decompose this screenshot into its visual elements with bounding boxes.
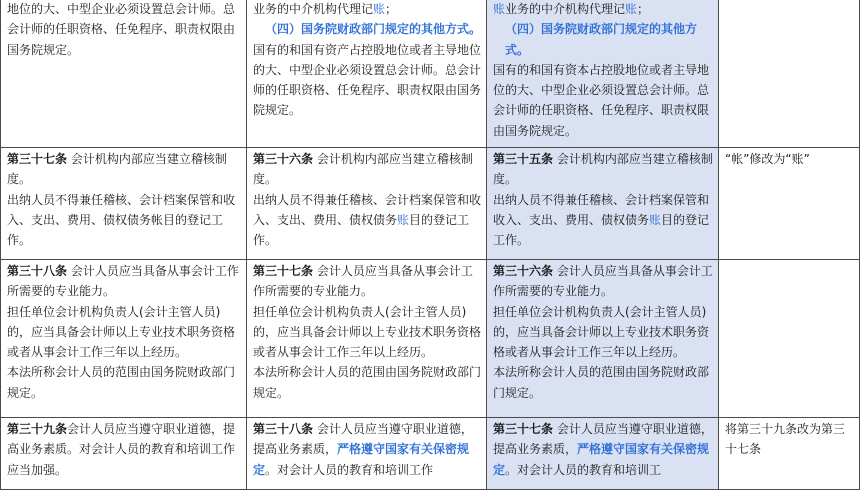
revised-law-cell: [487, 260, 719, 418]
article-number: 第三十六条: [493, 264, 554, 278]
text-run: 将第三十九条改为第三十七条: [725, 422, 846, 457]
text-run: 担任单位会计机构负责人(会计主管人员)的，应当具备会计师以上专业技术职务资格或者从事会计工作三年以上经历。: [493, 304, 710, 360]
cell-paragraph: [7, 419, 242, 480]
cell-paragraph: [725, 419, 855, 460]
highlighted-text: （四）国务院财政部门规定的其他方式。: [505, 22, 698, 57]
highlighted-text: 账: [625, 2, 638, 16]
text-run: 地位的大、中型企业必须设置总会计师。总会计师的任职资格、任免程序、职责权限由国务院规定。: [7, 2, 236, 57]
change-note-cell: [719, 148, 860, 260]
text-run: 本法所称会计人员的范围由国务院财政部门规定。: [7, 365, 236, 400]
text-run: 会计人员应当具备从事会计工作所需要的专业能力。: [493, 264, 713, 299]
article-number: 第三十六条: [253, 152, 314, 166]
cell-paragraph: [7, 362, 242, 403]
cell-paragraph: [7, 190, 242, 251]
cell-paragraph: [7, 261, 242, 302]
text-run: 会计人员应当具备从事会计工作所需要的专业能力。: [253, 264, 473, 299]
table-row: [1, 418, 860, 490]
table-row: [1, 148, 860, 260]
cell-paragraph: [253, 419, 482, 480]
article-number: 第三十五条: [493, 152, 554, 166]
text-run: 会计机构内部应当建立稽核制度。: [493, 152, 713, 187]
text-run: 会计机构内部应当建立稽核制度。: [253, 152, 473, 187]
draft-law-cell: [247, 418, 487, 490]
highlighted-text: 账: [373, 2, 386, 16]
cell-paragraph: [7, 302, 242, 363]
text-run: 业务的中介机构代理记: [505, 2, 626, 16]
cell-paragraph: [253, 19, 482, 39]
text-run: 业务的中介机构代理记: [253, 2, 374, 16]
cell-paragraph: [493, 362, 714, 403]
cell-paragraph: [493, 190, 714, 251]
revised-law-cell: [487, 148, 719, 260]
article-number: 第三十七条: [493, 422, 554, 436]
text-run: 国有的和国有资本占控股地位或者主导地位的大、中型企业必须设置总会计师。总会计师的任职资格、任免程序、职责权限由国务院规定。: [493, 62, 710, 138]
text-run: 会计人员应当具备从事会计工作所需要的专业能力。: [7, 264, 239, 299]
text-run: 会计机构内部应当建立稽核制度。: [7, 152, 227, 187]
draft-law-cell: [247, 148, 487, 260]
highlighted-text: 严格遵守国家有关保密规定: [493, 442, 710, 477]
cell-paragraph: [253, 190, 482, 251]
cell-paragraph: [493, 261, 714, 302]
cell-paragraph: [253, 0, 482, 19]
original-law-cell: [1, 260, 247, 418]
text-run: “帐”修改为“账”: [725, 152, 810, 166]
article-number: 第三十九条: [7, 422, 68, 436]
original-law-cell: [1, 0, 247, 148]
highlighted-text: 账: [493, 2, 506, 16]
text-run: 出纳人员不得兼任稽核、会计档案保管和收入、支出、费用、债权债务: [493, 192, 710, 227]
text-run: 会计人员应当遵守职业道德，提高业务素质。对会计人员的教育和培训工作应当加强。: [7, 422, 236, 477]
text-run: ；: [385, 2, 398, 16]
article-number: 第三十八条: [253, 422, 314, 436]
highlighted-text: 严格遵守国家有关保密规定: [253, 442, 470, 477]
table-row: [1, 260, 860, 418]
cell-paragraph: [493, 0, 714, 19]
article-number: 第三十七条: [253, 264, 314, 278]
cell-paragraph: [253, 261, 482, 302]
article-number: 第三十八条: [7, 264, 68, 278]
text-run: 担任单位会计机构负责人(会计主管人员)的，应当具备会计师以上专业技术职务资格或者从事会计工作三年以上经历。: [253, 304, 482, 360]
revised-law-cell: [487, 0, 719, 148]
text-run: 本法所称会计人员的范围由国务院财政部门规定。: [493, 365, 710, 400]
cell-paragraph: [253, 40, 482, 121]
cell-paragraph: [493, 419, 714, 480]
revised-law-cell: [487, 418, 719, 490]
draft-law-cell: [247, 0, 487, 148]
highlighted-text: 账: [397, 212, 410, 227]
cell-paragraph: [493, 60, 714, 141]
text-run: 目的登记工作。: [493, 212, 710, 248]
change-note-cell: [719, 418, 860, 490]
text-run: 出纳人员不得兼任稽核、会计档案保管和收入、支出、费用、债权债务: [253, 192, 482, 227]
text-run: 目的登记工作。: [253, 212, 470, 248]
highlighted-text: （四）国务院财政部门规定的其他方式。: [265, 22, 482, 37]
text-run: 。对会计人员的教育和培训工: [505, 462, 662, 477]
highlighted-text: 账: [649, 212, 662, 227]
cell-paragraph: [7, 149, 242, 190]
cell-paragraph: [253, 149, 482, 190]
text-run: 国有的和国有资产占控股地位或者主导地位的大、中型企业必须设置总会计师。总会计师的任职资格、任免程序、职责权限由国务院规定。: [253, 42, 482, 118]
cell-paragraph: [493, 302, 714, 363]
text-run: ；: [637, 2, 650, 16]
cell-paragraph: [253, 362, 482, 403]
text-run: 。对会计人员的教育和培训工作: [265, 462, 434, 477]
cell-paragraph: [725, 149, 855, 169]
draft-law-cell: [247, 260, 487, 418]
text-run: 担任单位会计机构负责人(会计主管人员)的，应当具备会计师以上专业技术职务资格或者从事会计工作三年以上经历。: [7, 304, 236, 360]
change-note-cell: [719, 0, 860, 148]
cell-paragraph: [493, 149, 714, 190]
cell-paragraph: [7, 0, 242, 60]
article-number: 第三十七条: [7, 152, 68, 166]
text-run: 会计人员应当遵守职业道德，提高业务素质，: [493, 422, 713, 457]
text-run: 会计人员应当遵守职业道德，提高业务素质，: [253, 422, 473, 457]
text-run: 本法所称会计人员的范围由国务院财政部门规定。: [253, 365, 482, 400]
original-law-cell: [1, 148, 247, 260]
change-note-cell: [719, 260, 860, 418]
table-row: [1, 0, 860, 148]
cell-paragraph: [493, 19, 714, 60]
text-run: 出纳人员不得兼任稽核、会计档案保管和收入、支出、费用、债权债务帐目的登记工作。: [7, 192, 236, 248]
original-law-cell: [1, 418, 247, 490]
cell-paragraph: [253, 302, 482, 363]
